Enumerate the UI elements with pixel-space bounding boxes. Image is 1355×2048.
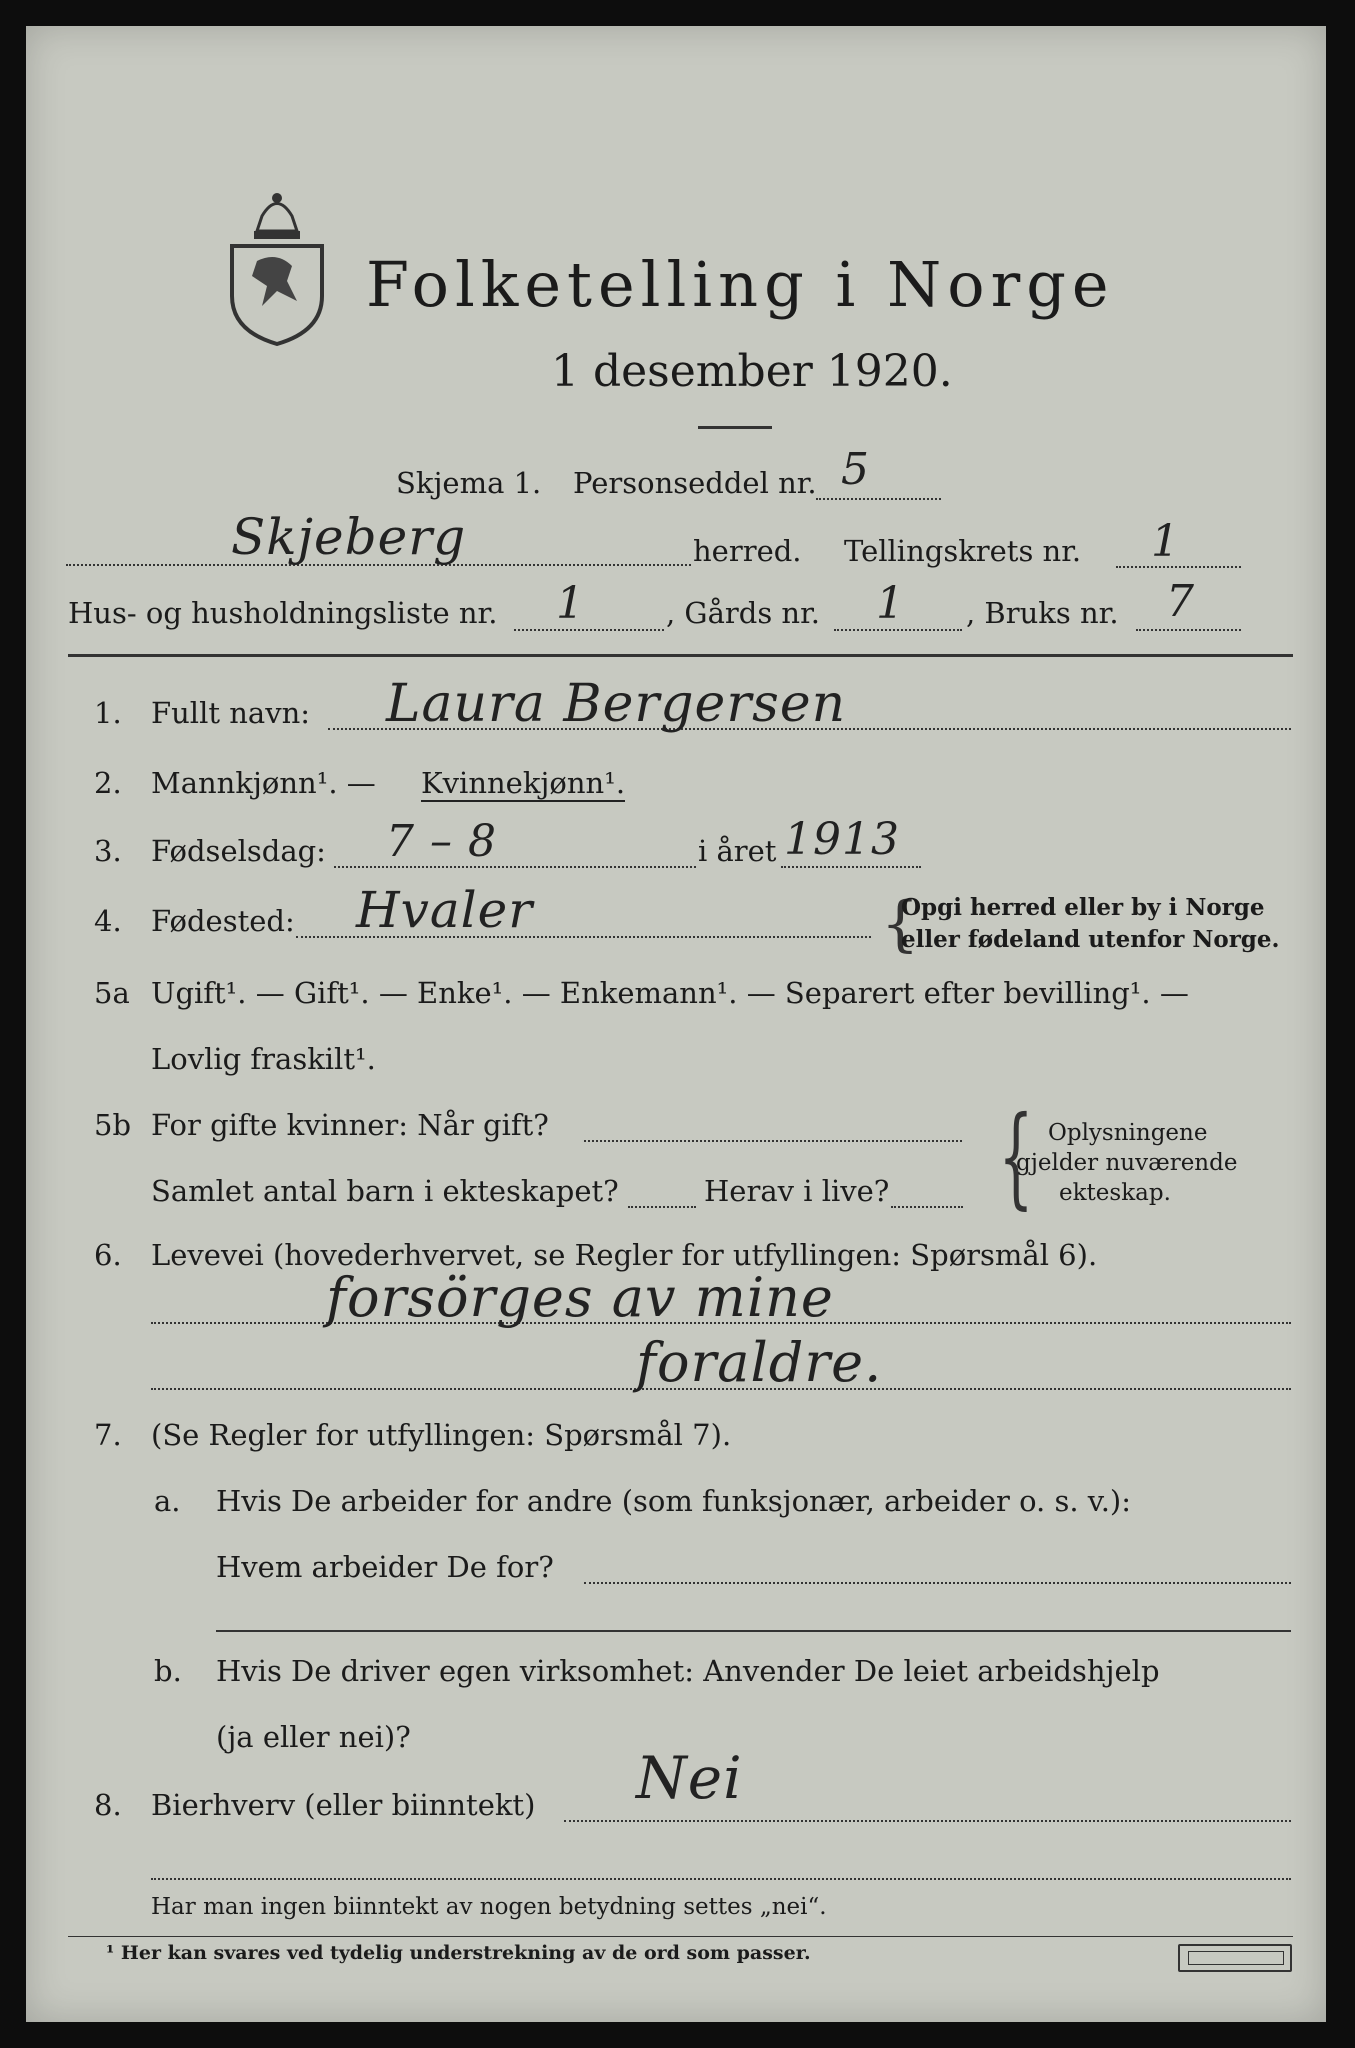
q1-label: Fullt navn: bbox=[151, 696, 311, 730]
skjema-label: Skjema 1. bbox=[396, 466, 542, 500]
q4-note-line2: eller fødeland utenfor Norge. bbox=[901, 926, 1280, 953]
q7b-line1: Hvis De driver egen virksomhet: Anvender De leiet arbeidshjelp bbox=[216, 1654, 1160, 1688]
q7-number: 7. bbox=[94, 1418, 122, 1452]
q6-number: 6. bbox=[94, 1238, 122, 1272]
form-date: 1 desember 1920. bbox=[551, 346, 953, 397]
personseddel-line bbox=[816, 498, 941, 500]
q7b-line2: (ja eller nei)? bbox=[216, 1720, 411, 1754]
printer-stamp-inner bbox=[1188, 1951, 1284, 1965]
q6-value-line2: foraldre. bbox=[636, 1331, 883, 1394]
q5b-married-line bbox=[584, 1140, 962, 1142]
personseddel-label: Personseddel nr. bbox=[573, 466, 817, 500]
q7a-letter: a. bbox=[154, 1484, 181, 1518]
footnote-separator bbox=[68, 1936, 1293, 1937]
q4-value: Hvaler bbox=[356, 881, 534, 939]
q1-value: Laura Bergersen bbox=[386, 674, 847, 734]
bruks-value: 7 bbox=[1166, 576, 1195, 627]
q5b-note-line2: gjelder nuværende bbox=[1016, 1150, 1238, 1176]
q5b-note-line1: Oplysningene bbox=[1048, 1120, 1208, 1146]
q5b-number: 5b bbox=[94, 1108, 132, 1142]
q6-value-line1: forsörges av mine bbox=[326, 1266, 834, 1329]
gards-label: , Gårds nr. bbox=[666, 596, 820, 630]
q3-year-value: 1913 bbox=[784, 814, 900, 865]
q5b-brace: { bbox=[998, 1092, 1034, 1220]
tellingskrets-value: 1 bbox=[1151, 516, 1180, 567]
q2-label-female-underlined: Kvinnekjønn¹. bbox=[421, 766, 626, 800]
q7a-line bbox=[584, 1582, 1291, 1584]
q3-label: Fødselsdag: bbox=[151, 834, 326, 868]
gards-line bbox=[834, 629, 962, 631]
title-divider bbox=[698, 426, 772, 429]
q5b-children-line bbox=[628, 1206, 696, 1208]
q5b-note-line3: ekteskap. bbox=[1059, 1180, 1171, 1206]
hus-line bbox=[514, 629, 664, 631]
q4-brace: { bbox=[881, 889, 920, 959]
q3-number: 3. bbox=[94, 834, 122, 868]
q8-label: Bierhverv (eller biinntekt) bbox=[151, 1788, 536, 1822]
census-form-page bbox=[26, 26, 1326, 2022]
q7a-line2: Hvem arbeider De for? bbox=[216, 1550, 554, 1584]
q7a-line1: Hvis De arbeider for andre (som funksjonær, arbeider o. s. v.): bbox=[216, 1484, 1132, 1518]
q4-note-line1: Opgi herred eller by i Norge bbox=[901, 894, 1265, 921]
header-separator bbox=[68, 654, 1293, 657]
q4-number: 4. bbox=[94, 904, 122, 938]
herred-label: herred. bbox=[693, 534, 802, 568]
q6-label: Levevei (hovederhvervet, se Regler for utfyllingen: Spørsmål 6). bbox=[151, 1238, 1098, 1272]
footnote: ¹ Her kan svares ved tydelig understrekning av de ord som passer. bbox=[106, 1942, 811, 1964]
q5b-children-label: Samlet antal barn i ekteskapet? bbox=[151, 1174, 619, 1208]
q7-label: (Se Regler for utfyllingen: Spørsmål 7). bbox=[151, 1418, 732, 1452]
herred-value: Skjeberg bbox=[231, 508, 467, 566]
hus-label: Hus- og husholdningsliste nr. bbox=[68, 596, 498, 630]
q3-year-label: i året bbox=[698, 834, 777, 868]
q5a-line1: Ugift¹. — Gift¹. — Enke¹. — Enkemann¹. — Separert efter bevilling¹. — bbox=[151, 976, 1189, 1010]
q8-number: 8. bbox=[94, 1788, 122, 1822]
q5b-alive-label: Herav i live? bbox=[704, 1174, 890, 1208]
q2-number: 2. bbox=[94, 766, 122, 800]
norway-coat-of-arms-icon bbox=[222, 186, 332, 346]
personseddel-value: 5 bbox=[841, 444, 870, 495]
q7b-letter: b. bbox=[154, 1654, 182, 1688]
biinntekt-note: Har man ingen biinntekt av nogen betydning settes „nei“. bbox=[151, 1894, 827, 1920]
bruks-label: , Bruks nr. bbox=[966, 596, 1119, 630]
q7a-extra-line bbox=[216, 1630, 1291, 1632]
printer-stamp bbox=[1178, 1944, 1292, 1972]
bruks-line bbox=[1136, 629, 1241, 631]
q8-line bbox=[564, 1820, 1291, 1822]
q3-value: 7 – 8 bbox=[386, 816, 497, 867]
hus-value: 1 bbox=[556, 578, 585, 629]
q8-value: Nei bbox=[636, 1744, 743, 1812]
q4-label: Fødested: bbox=[151, 904, 295, 938]
q1-number: 1. bbox=[94, 696, 122, 730]
tellingskrets-label: Tellingskrets nr. bbox=[844, 534, 1082, 568]
q5b-label: For gifte kvinner: Når gift? bbox=[151, 1108, 549, 1142]
q5a-line2: Lovlig fraskilt¹. bbox=[151, 1042, 376, 1076]
q5a-number: 5a bbox=[94, 976, 130, 1010]
q5b-alive-line bbox=[891, 1206, 963, 1208]
gards-value: 1 bbox=[876, 578, 905, 629]
q2-label-male: Mannkjønn¹. — bbox=[151, 766, 376, 800]
q8-extra-line bbox=[151, 1878, 1291, 1880]
form-title: Folketelling i Norge bbox=[366, 248, 1115, 321]
q3-year-line bbox=[781, 866, 921, 868]
